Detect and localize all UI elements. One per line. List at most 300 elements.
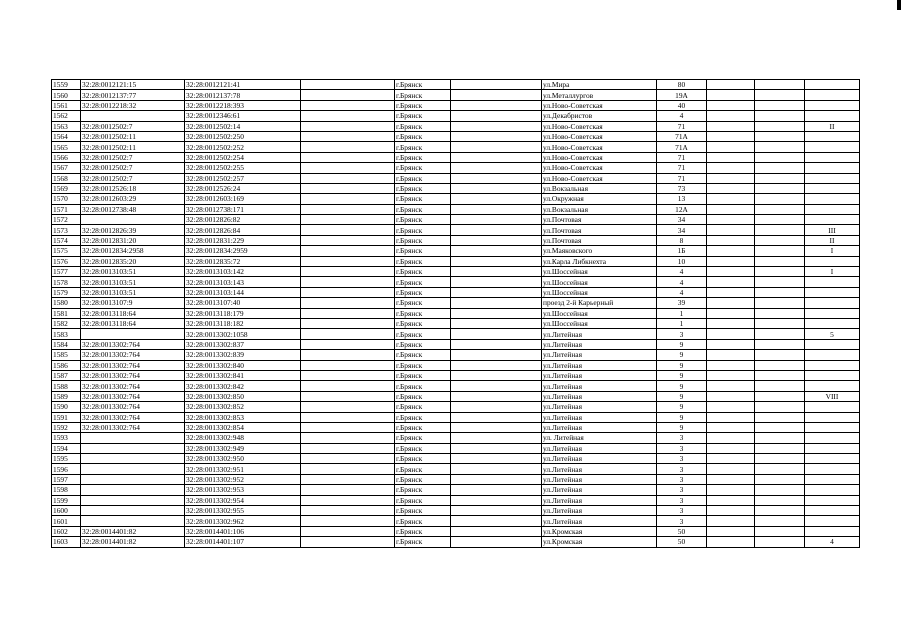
city-cell: г.Брянск <box>395 318 451 328</box>
room-number-cell: I <box>805 246 860 256</box>
land-cadastral-cell <box>81 433 185 443</box>
street-cell: ул.Литейная <box>542 454 657 464</box>
object-cadastral-cell: 32:28:0013302:853 <box>185 412 301 422</box>
object-cadastral-cell: 32:28:0013107:40 <box>185 298 301 308</box>
street-cell: ул.Шоссейная <box>542 287 657 297</box>
empty-cell <box>451 391 542 401</box>
empty-cell <box>755 485 805 495</box>
object-cadastral-cell: 32:28:0013103:142 <box>185 267 301 277</box>
land-cadastral-cell <box>81 111 185 121</box>
street-cell: ул.Литейная <box>542 516 657 526</box>
room-number-cell <box>805 131 860 141</box>
empty-cell <box>707 215 755 225</box>
empty-cell <box>707 485 755 495</box>
empty-cell <box>707 350 755 360</box>
city-cell: г.Брянск <box>395 225 451 235</box>
empty-cell <box>707 370 755 380</box>
object-cadastral-cell: 32:28:0012826:82 <box>185 215 301 225</box>
city-cell: г.Брянск <box>395 298 451 308</box>
house-number-cell: 71 <box>657 163 707 173</box>
empty-cell <box>451 526 542 536</box>
object-cadastral-cell: 32:28:0012346:61 <box>185 111 301 121</box>
row-number-cell: 1599 <box>52 495 81 505</box>
city-cell: г.Брянск <box>395 350 451 360</box>
land-cadastral-cell: 32:28:0012603:29 <box>81 194 185 204</box>
object-cadastral-cell: 32:28:0012218:393 <box>185 100 301 110</box>
land-cadastral-cell: 32:28:0013302:764 <box>81 370 185 380</box>
city-cell: г.Брянск <box>395 360 451 370</box>
row-number-cell: 1562 <box>52 111 81 121</box>
street-cell: ул.Шоссейная <box>542 318 657 328</box>
land-cadastral-cell <box>81 329 185 339</box>
empty-cell <box>707 80 755 90</box>
street-cell: ул.Литейная <box>542 485 657 495</box>
empty-cell <box>301 360 395 370</box>
room-number-cell <box>805 464 860 474</box>
room-number-cell: 4 <box>805 537 860 547</box>
house-number-cell: 9 <box>657 339 707 349</box>
empty-cell <box>301 298 395 308</box>
room-number-cell <box>805 152 860 162</box>
house-number-cell: 3 <box>657 454 707 464</box>
table-row <box>52 422 860 432</box>
empty-cell <box>755 183 805 193</box>
row-number-cell: 1576 <box>52 256 81 266</box>
empty-cell <box>451 183 542 193</box>
empty-cell <box>707 454 755 464</box>
street-cell: ул.Кромская <box>542 537 657 547</box>
row-number-cell: 1589 <box>52 391 81 401</box>
empty-cell <box>301 474 395 484</box>
empty-cell <box>301 142 395 152</box>
room-number-cell <box>805 360 860 370</box>
land-cadastral-cell <box>81 443 185 453</box>
room-number-cell <box>805 308 860 318</box>
row-number-cell: 1583 <box>52 329 81 339</box>
object-cadastral-cell: 32:28:0012603:169 <box>185 194 301 204</box>
land-cadastral-cell: 32:28:0013103:51 <box>81 287 185 297</box>
empty-cell <box>301 256 395 266</box>
empty-cell <box>451 516 542 526</box>
room-number-cell: III <box>805 225 860 235</box>
table-row <box>52 454 860 464</box>
house-number-cell: 3 <box>657 443 707 453</box>
empty-cell <box>707 225 755 235</box>
street-cell: ул.Почтовая <box>542 225 657 235</box>
row-number-cell: 1598 <box>52 485 81 495</box>
room-number-cell <box>805 90 860 100</box>
empty-cell <box>301 516 395 526</box>
empty-cell <box>755 298 805 308</box>
room-number-cell <box>805 495 860 505</box>
empty-cell <box>707 152 755 162</box>
empty-cell <box>755 90 805 100</box>
city-cell: г.Брянск <box>395 246 451 256</box>
empty-cell <box>451 235 542 245</box>
empty-cell <box>451 152 542 162</box>
empty-cell <box>755 537 805 547</box>
row-number-cell: 1565 <box>52 142 81 152</box>
city-cell: г.Брянск <box>395 516 451 526</box>
land-cadastral-cell: 32:28:0012502:7 <box>81 173 185 183</box>
empty-cell <box>755 267 805 277</box>
street-cell: ул.Литейная <box>542 370 657 380</box>
house-number-cell: 4 <box>657 111 707 121</box>
table-row <box>52 495 860 505</box>
city-cell: г.Брянск <box>395 464 451 474</box>
empty-cell <box>707 173 755 183</box>
city-cell: г.Брянск <box>395 215 451 225</box>
land-cadastral-cell: 32:28:0013302:764 <box>81 339 185 349</box>
table-row <box>52 215 860 225</box>
room-number-cell: I <box>805 267 860 277</box>
street-cell: ул.Литейная <box>542 422 657 432</box>
land-cadastral-cell: 32:28:0013118:64 <box>81 308 185 318</box>
land-cadastral-cell: 32:28:0014401:82 <box>81 526 185 536</box>
city-cell: г.Брянск <box>395 267 451 277</box>
empty-cell <box>755 350 805 360</box>
city-cell: г.Брянск <box>395 131 451 141</box>
land-cadastral-cell: 32:28:0012738:48 <box>81 204 185 214</box>
room-number-cell <box>805 287 860 297</box>
empty-cell <box>755 526 805 536</box>
house-number-cell: 9 <box>657 422 707 432</box>
object-cadastral-cell: 32:28:0013302:952 <box>185 474 301 484</box>
row-number-cell: 1596 <box>52 464 81 474</box>
table-row <box>52 537 860 547</box>
empty-cell <box>707 142 755 152</box>
empty-cell <box>707 308 755 318</box>
street-cell: ул.Литейная <box>542 402 657 412</box>
table-row <box>52 90 860 100</box>
empty-cell <box>451 412 542 422</box>
empty-cell <box>451 90 542 100</box>
register-table-body <box>52 80 860 548</box>
object-cadastral-cell: 32:28:0012502:14 <box>185 121 301 131</box>
object-cadastral-cell: 32:28:0013302:950 <box>185 454 301 464</box>
empty-cell <box>451 80 542 90</box>
street-cell: ул.Карла Либкнехта <box>542 256 657 266</box>
object-cadastral-cell: 32:28:0013118:182 <box>185 318 301 328</box>
city-cell: г.Брянск <box>395 506 451 516</box>
empty-cell <box>301 370 395 380</box>
empty-cell <box>707 506 755 516</box>
table-row <box>52 225 860 235</box>
room-number-cell <box>805 412 860 422</box>
table-row <box>52 485 860 495</box>
land-cadastral-cell: 32:28:0014401:82 <box>81 537 185 547</box>
land-cadastral-cell: 32:28:0013302:764 <box>81 381 185 391</box>
empty-cell <box>707 111 755 121</box>
empty-cell <box>707 402 755 412</box>
empty-cell <box>451 287 542 297</box>
empty-cell <box>301 443 395 453</box>
street-cell: ул.Литейная <box>542 443 657 453</box>
row-number-cell: 1572 <box>52 215 81 225</box>
city-cell: г.Брянск <box>395 142 451 152</box>
room-number-cell <box>805 443 860 453</box>
row-number-cell: 1580 <box>52 298 81 308</box>
object-cadastral-cell: 32:28:0012502:252 <box>185 142 301 152</box>
land-cadastral-cell: 32:28:0012121:15 <box>81 80 185 90</box>
empty-cell <box>451 194 542 204</box>
room-number-cell <box>805 381 860 391</box>
room-number-cell: 5 <box>805 329 860 339</box>
room-number-cell <box>805 215 860 225</box>
table-row <box>52 204 860 214</box>
empty-cell <box>707 329 755 339</box>
empty-cell <box>451 225 542 235</box>
empty-cell <box>451 381 542 391</box>
object-cadastral-cell: 32:28:0013103:143 <box>185 277 301 287</box>
empty-cell <box>451 121 542 131</box>
room-number-cell <box>805 204 860 214</box>
table-row <box>52 277 860 287</box>
row-number-cell: 1594 <box>52 443 81 453</box>
empty-cell <box>301 287 395 297</box>
city-cell: г.Брянск <box>395 80 451 90</box>
land-cadastral-cell <box>81 215 185 225</box>
empty-cell <box>301 152 395 162</box>
house-number-cell: 4 <box>657 277 707 287</box>
street-cell: ул.Литейная <box>542 412 657 422</box>
empty-cell <box>451 454 542 464</box>
house-number-cell: 3 <box>657 433 707 443</box>
empty-cell <box>755 121 805 131</box>
row-number-cell: 1570 <box>52 194 81 204</box>
empty-cell <box>707 474 755 484</box>
empty-cell <box>755 464 805 474</box>
room-number-cell <box>805 194 860 204</box>
room-number-cell <box>805 277 860 287</box>
room-number-cell <box>805 526 860 536</box>
city-cell: г.Брянск <box>395 391 451 401</box>
empty-cell <box>451 277 542 287</box>
house-number-cell: 3 <box>657 474 707 484</box>
empty-cell <box>451 464 542 474</box>
room-number-cell <box>805 183 860 193</box>
street-cell: ул.Литейная <box>542 360 657 370</box>
city-cell: г.Брянск <box>395 474 451 484</box>
table-row <box>52 173 860 183</box>
empty-cell <box>755 194 805 204</box>
row-number-cell: 1559 <box>52 80 81 90</box>
table-row <box>52 298 860 308</box>
empty-cell <box>451 267 542 277</box>
empty-cell <box>301 267 395 277</box>
city-cell: г.Брянск <box>395 90 451 100</box>
room-number-cell <box>805 433 860 443</box>
house-number-cell: 9 <box>657 381 707 391</box>
city-cell: г.Брянск <box>395 402 451 412</box>
table-row <box>52 100 860 110</box>
city-cell: г.Брянск <box>395 339 451 349</box>
street-cell: ул.Литейная <box>542 329 657 339</box>
land-cadastral-cell <box>81 485 185 495</box>
land-cadastral-cell: 32:28:0013302:764 <box>81 402 185 412</box>
empty-cell <box>301 318 395 328</box>
city-cell: г.Брянск <box>395 277 451 287</box>
table-row <box>52 506 860 516</box>
house-number-cell: 1Б <box>657 246 707 256</box>
land-cadastral-cell: 32:28:0012218:32 <box>81 100 185 110</box>
table-row <box>52 526 860 536</box>
city-cell: г.Брянск <box>395 443 451 453</box>
empty-cell <box>301 526 395 536</box>
empty-cell <box>301 215 395 225</box>
house-number-cell: 4 <box>657 287 707 297</box>
empty-cell <box>301 329 395 339</box>
house-number-cell: 50 <box>657 537 707 547</box>
street-cell: ул.Металлургов <box>542 90 657 100</box>
house-number-cell: 71А <box>657 142 707 152</box>
empty-cell <box>301 163 395 173</box>
house-number-cell: 8 <box>657 235 707 245</box>
street-cell: ул.Кромская <box>542 526 657 536</box>
land-cadastral-cell: 32:28:0013302:764 <box>81 422 185 432</box>
object-cadastral-cell: 32:28:0013302:948 <box>185 433 301 443</box>
house-number-cell: 9 <box>657 350 707 360</box>
table-row <box>52 381 860 391</box>
object-cadastral-cell: 32:28:0012502:257 <box>185 173 301 183</box>
table-row <box>52 267 860 277</box>
table-row <box>52 287 860 297</box>
row-number-cell: 1575 <box>52 246 81 256</box>
empty-cell <box>755 391 805 401</box>
row-number-cell: 1569 <box>52 183 81 193</box>
row-number-cell: 1591 <box>52 412 81 422</box>
object-cadastral-cell: 32:28:0013302:949 <box>185 443 301 453</box>
empty-cell <box>301 183 395 193</box>
empty-cell <box>451 474 542 484</box>
row-number-cell: 1585 <box>52 350 81 360</box>
city-cell: г.Брянск <box>395 111 451 121</box>
empty-cell <box>451 485 542 495</box>
row-number-cell: 1566 <box>52 152 81 162</box>
room-number-cell <box>805 370 860 380</box>
empty-cell <box>451 402 542 412</box>
table-row <box>52 308 860 318</box>
empty-cell <box>301 350 395 360</box>
empty-cell <box>707 298 755 308</box>
house-number-cell: 50 <box>657 526 707 536</box>
city-cell: г.Брянск <box>395 152 451 162</box>
street-cell: ул.Ново-Советская <box>542 173 657 183</box>
street-cell: ул.Ново-Советская <box>542 152 657 162</box>
room-number-cell <box>805 173 860 183</box>
object-cadastral-cell: 32:28:0013302:839 <box>185 350 301 360</box>
row-number-cell: 1586 <box>52 360 81 370</box>
empty-cell <box>755 381 805 391</box>
object-cadastral-cell: 32:28:0012738:171 <box>185 204 301 214</box>
land-cadastral-cell <box>81 516 185 526</box>
row-number-cell: 1568 <box>52 173 81 183</box>
city-cell: г.Брянск <box>395 381 451 391</box>
object-cadastral-cell: 32:28:0012526:24 <box>185 183 301 193</box>
empty-cell <box>755 370 805 380</box>
house-number-cell: 9 <box>657 412 707 422</box>
table-row <box>52 318 860 328</box>
land-cadastral-cell: 32:28:0012835:20 <box>81 256 185 266</box>
empty-cell <box>755 360 805 370</box>
table-row <box>52 111 860 121</box>
city-cell: г.Брянск <box>395 537 451 547</box>
street-cell: ул.Ново-Советская <box>542 163 657 173</box>
empty-cell <box>707 537 755 547</box>
city-cell: г.Брянск <box>395 183 451 193</box>
table-row <box>52 412 860 422</box>
street-cell: ул.Ново-Советская <box>542 131 657 141</box>
table-row <box>52 516 860 526</box>
empty-cell <box>451 256 542 266</box>
empty-cell <box>451 308 542 318</box>
land-cadastral-cell: 32:28:0012834:2958 <box>81 246 185 256</box>
land-cadastral-cell <box>81 495 185 505</box>
table-row <box>52 256 860 266</box>
house-number-cell: 12А <box>657 204 707 214</box>
street-cell: ул.Литейная <box>542 464 657 474</box>
object-cadastral-cell: 32:28:0013302:840 <box>185 360 301 370</box>
row-number-cell: 1560 <box>52 90 81 100</box>
empty-cell <box>707 516 755 526</box>
table-row <box>52 235 860 245</box>
house-number-cell: 9 <box>657 391 707 401</box>
empty-cell <box>451 339 542 349</box>
empty-cell <box>707 422 755 432</box>
object-cadastral-cell: 32:28:0012502:254 <box>185 152 301 162</box>
row-number-cell: 1571 <box>52 204 81 214</box>
room-number-cell: II <box>805 121 860 131</box>
row-number-cell: 1573 <box>52 225 81 235</box>
empty-cell <box>755 152 805 162</box>
object-cadastral-cell: 32:28:0013302:955 <box>185 506 301 516</box>
city-cell: г.Брянск <box>395 235 451 245</box>
object-cadastral-cell: 32:28:0013302:1058 <box>185 329 301 339</box>
table-row <box>52 183 860 193</box>
row-number-cell: 1581 <box>52 308 81 318</box>
house-number-cell: 71 <box>657 173 707 183</box>
empty-cell <box>755 225 805 235</box>
empty-cell <box>755 318 805 328</box>
street-cell: ул.Литейная <box>542 339 657 349</box>
object-cadastral-cell: 32:28:0014401:107 <box>185 537 301 547</box>
city-cell: г.Брянск <box>395 163 451 173</box>
empty-cell <box>755 142 805 152</box>
room-number-cell <box>805 506 860 516</box>
empty-cell <box>755 80 805 90</box>
row-number-cell: 1567 <box>52 163 81 173</box>
row-number-cell: 1577 <box>52 267 81 277</box>
empty-cell <box>707 443 755 453</box>
table-row <box>52 370 860 380</box>
row-number-cell: 1603 <box>52 537 81 547</box>
room-number-cell <box>805 100 860 110</box>
city-cell: г.Брянск <box>395 422 451 432</box>
land-cadastral-cell <box>81 474 185 484</box>
object-cadastral-cell: 32:28:0013302:951 <box>185 464 301 474</box>
table-row <box>52 474 860 484</box>
object-cadastral-cell: 32:28:0014401:106 <box>185 526 301 536</box>
empty-cell <box>707 526 755 536</box>
row-number-cell: 1563 <box>52 121 81 131</box>
empty-cell <box>301 111 395 121</box>
empty-cell <box>301 246 395 256</box>
land-cadastral-cell: 32:28:0013103:51 <box>81 267 185 277</box>
row-number-cell: 1597 <box>52 474 81 484</box>
city-cell: г.Брянск <box>395 287 451 297</box>
street-cell: ул.Литейная <box>542 506 657 516</box>
row-number-cell: 1593 <box>52 433 81 443</box>
